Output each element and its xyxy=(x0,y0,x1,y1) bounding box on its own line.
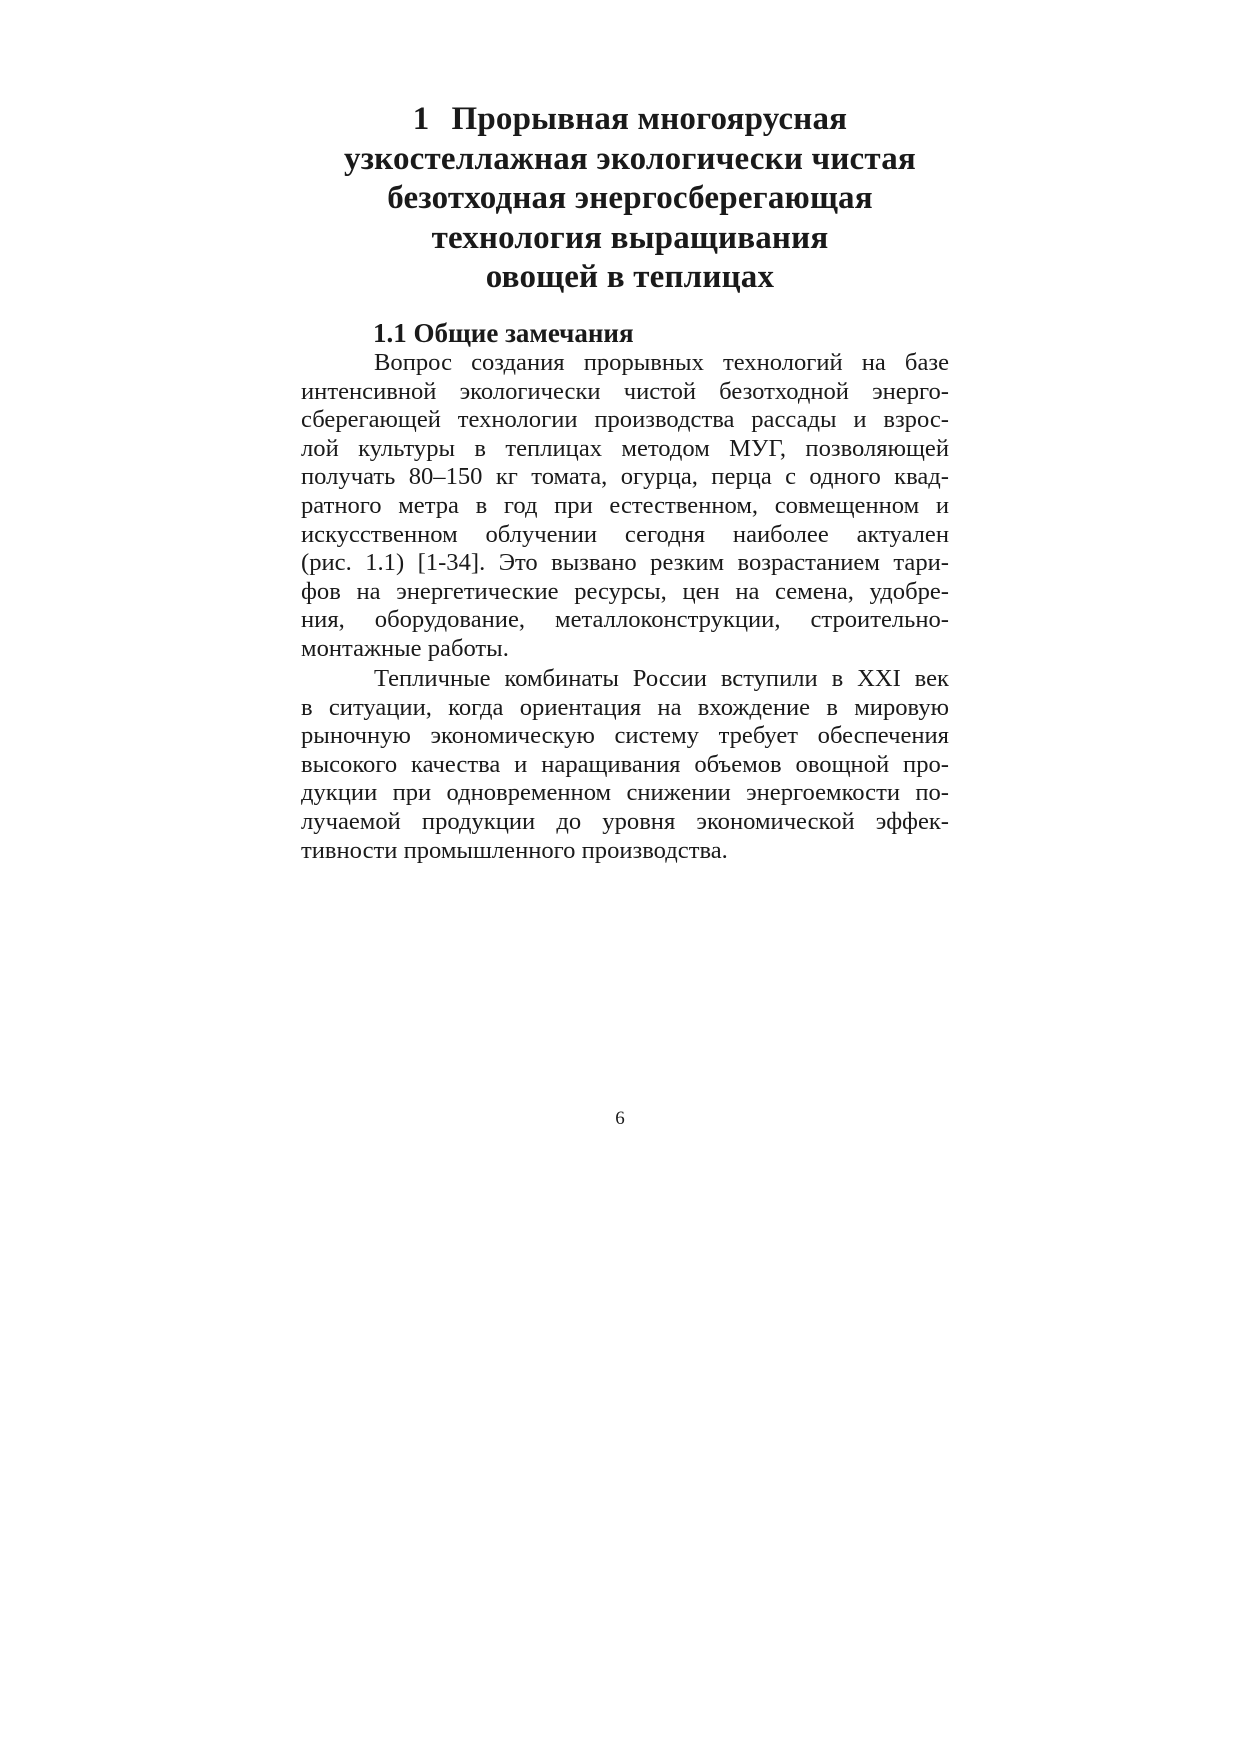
paragraph-line: Вопрос создания прорывных технологий на базе xyxy=(374,349,949,376)
chapter-title-line: безотходная энергосберегающая xyxy=(387,180,873,217)
paragraph xyxy=(301,665,949,865)
paragraph-line: искусственном облучении сегодня наиболее актуален xyxy=(301,520,949,548)
chapter-title-text: Прорывная многоярусная xyxy=(451,101,848,137)
paragraph-line: фов на энергетические ресурсы, цен на семена, удобре- xyxy=(301,577,949,605)
page-number: 6 xyxy=(615,1108,625,1129)
paragraph-line: монтажные работы. xyxy=(301,634,509,662)
paragraph-line: (рис. 1.1) [1-34]. Это вызвано резким возрастанием тари- xyxy=(301,549,949,577)
paragraph-line: Тепличные комбинаты России вступили в XXI век xyxy=(374,665,949,692)
chapter-title xyxy=(300,100,960,298)
section-title: 1.1 Общие замечания xyxy=(373,318,634,348)
paragraph-line: лой культуры в теплицах методом МУГ, позволяющей xyxy=(301,434,949,462)
paragraph-line: в ситуации, когда ориентация на вхождение в мировую xyxy=(301,693,949,721)
chapter-title-line: технология выращивания xyxy=(431,219,829,256)
paragraph-line: ния, оборудование, металлоконструкции, строительно- xyxy=(301,606,949,634)
paragraph xyxy=(301,349,949,664)
paragraph-line: тивности промышленного производства. xyxy=(301,836,728,864)
paragraph-line: интенсивной экологически чистой безотходной энерго- xyxy=(301,377,949,405)
chapter-title-line: овощей в теплицах xyxy=(485,259,775,296)
paragraph-line: лучаемой продукции до уровня экономической эффек- xyxy=(301,807,949,835)
chapter-title-line xyxy=(300,100,960,140)
chapter-title-line: узкостеллажная экологически чистая xyxy=(344,140,916,177)
paragraph-line: сберегающей технологии производства рассады и взрос- xyxy=(301,406,949,434)
chapter-number: 1 xyxy=(412,101,430,137)
paragraph-line: ратного метра в год при естественном, совмещенном и xyxy=(301,491,949,519)
paragraph-line: дукции при одновременном снижении энергоемкости по- xyxy=(301,779,949,807)
paragraph-line: высокого качества и наращивания объемов овощной про- xyxy=(301,750,949,778)
paragraph-line: рыночную экономическую систему требует обеспечения xyxy=(301,722,949,750)
paragraph-line: получать 80–150 кг томата, огурца, перца с одного квад- xyxy=(301,463,949,491)
